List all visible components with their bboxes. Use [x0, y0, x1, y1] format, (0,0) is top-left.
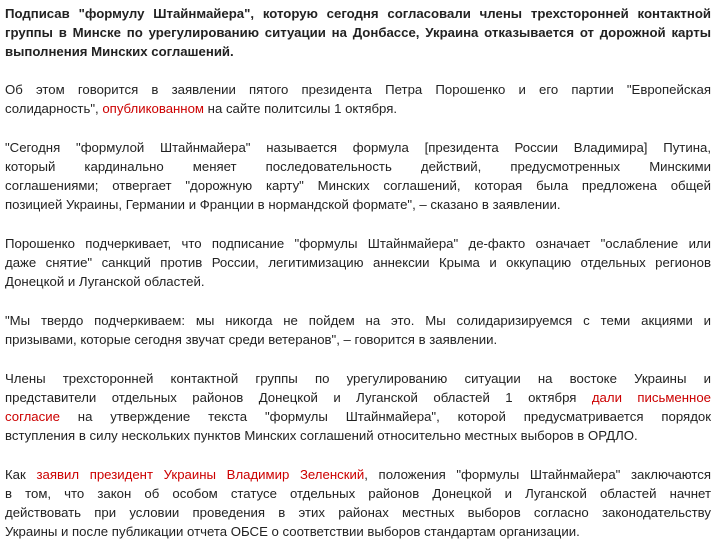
paragraph-line: который кардинально меняет последовательность действий, предусмотренных Минскими	[5, 159, 711, 174]
paragraph-sanctions	[5, 234, 711, 291]
lead-line: группы в Минске по урегулированию ситуации на Донбассе, Украина отказывается от дорожной карты	[5, 25, 711, 40]
text-fragment: солидарность",	[5, 101, 103, 116]
paragraph-line: даже снятие" санкций против России, легитимизацию аннексии Крыма и оккупацию отдельных регионов	[5, 255, 711, 270]
paragraph-quote-formula	[5, 138, 711, 214]
paragraph-line: Донецкой и Луганской областей.	[5, 274, 205, 289]
paragraph-line: Члены трехсторонней контактной группы по урегулированию ситуации на востоке Украины и	[5, 371, 711, 386]
paragraph-contact-group	[5, 369, 711, 445]
paragraph-line: вступления в силу нескольких пунктов Минских соглашений относительно местных выборов в ОРДЛО.	[5, 428, 638, 443]
paragraph-line: действовать при условии проведения в этих районах местных выборов согласно законодательству	[5, 505, 711, 520]
paragraph-line: "Сегодня "формулой Штайнмайера" называется формула [президента России Владимира] Путина,	[5, 140, 711, 155]
paragraph-line	[5, 407, 711, 426]
text-fragment: , положения "формулы Штайнмайера" заключаются	[364, 467, 712, 482]
paragraph-line: призывами, которые сегодня звучат среди ветеранов", – говорится в заявлении.	[5, 332, 498, 347]
paragraph-line	[5, 388, 711, 407]
lead-line: Подписав "формулу Штайнмайера", которую сегодня согласовали члены трехсторонней контактной	[5, 6, 711, 21]
zelensky-statement-link[interactable]: заявил президент Украины Владимир Зеленский	[36, 467, 365, 482]
paragraph-line	[5, 99, 711, 118]
written-consent-link-cont[interactable]: согласие	[5, 409, 60, 424]
paragraph-line: в том, что закон об особом статусе отдельных районов Донецкой и Луганской областей начнет	[5, 486, 711, 501]
text-fragment: представители отдельных районов Донецкой и Луганской областей 1 октября	[5, 390, 592, 405]
paragraph-line: соглашениями; отвергает "дорожную карту" Минских соглашений, которая была предложена общей	[5, 178, 711, 193]
written-consent-link[interactable]: дали письменное	[591, 390, 711, 405]
paragraph-line: "Мы твердо подчеркиваем: мы никогда не пойдем на это. Мы солидаризируемся с теми акциями и	[5, 313, 711, 328]
paragraph-zelensky	[5, 465, 711, 541]
paragraph-line: позицией Украины, Германии и Франции в нормандской формате", – сказано в заявлении.	[5, 197, 561, 212]
paragraph-line: Об этом говорится в заявлении пятого президента Петра Порошенко и его партии "Европейская	[5, 82, 711, 97]
lead-line: выполнения Минских соглашений.	[5, 44, 234, 59]
text-fragment: на сайте политсилы 1 октября.	[204, 101, 398, 116]
text-fragment: на утверждение текста "формулы Штайнмайера", которой предусматривается порядок	[59, 409, 711, 424]
paragraph-line	[5, 465, 711, 484]
text-fragment: Как	[5, 467, 37, 482]
paragraph-quote-veterans	[5, 311, 711, 349]
published-link[interactable]: опубликованном	[102, 101, 204, 116]
article-lead	[5, 4, 711, 61]
paragraph-line: Украины и после публикации отчета ОБСЕ о соответствии выборов стандартам организации.	[5, 524, 580, 539]
paragraph-statement-source	[5, 80, 711, 118]
paragraph-line: Порошенко подчеркивает, что подписание "формулы Штайнмайера" де-факто означает "ослабление или	[5, 236, 711, 251]
